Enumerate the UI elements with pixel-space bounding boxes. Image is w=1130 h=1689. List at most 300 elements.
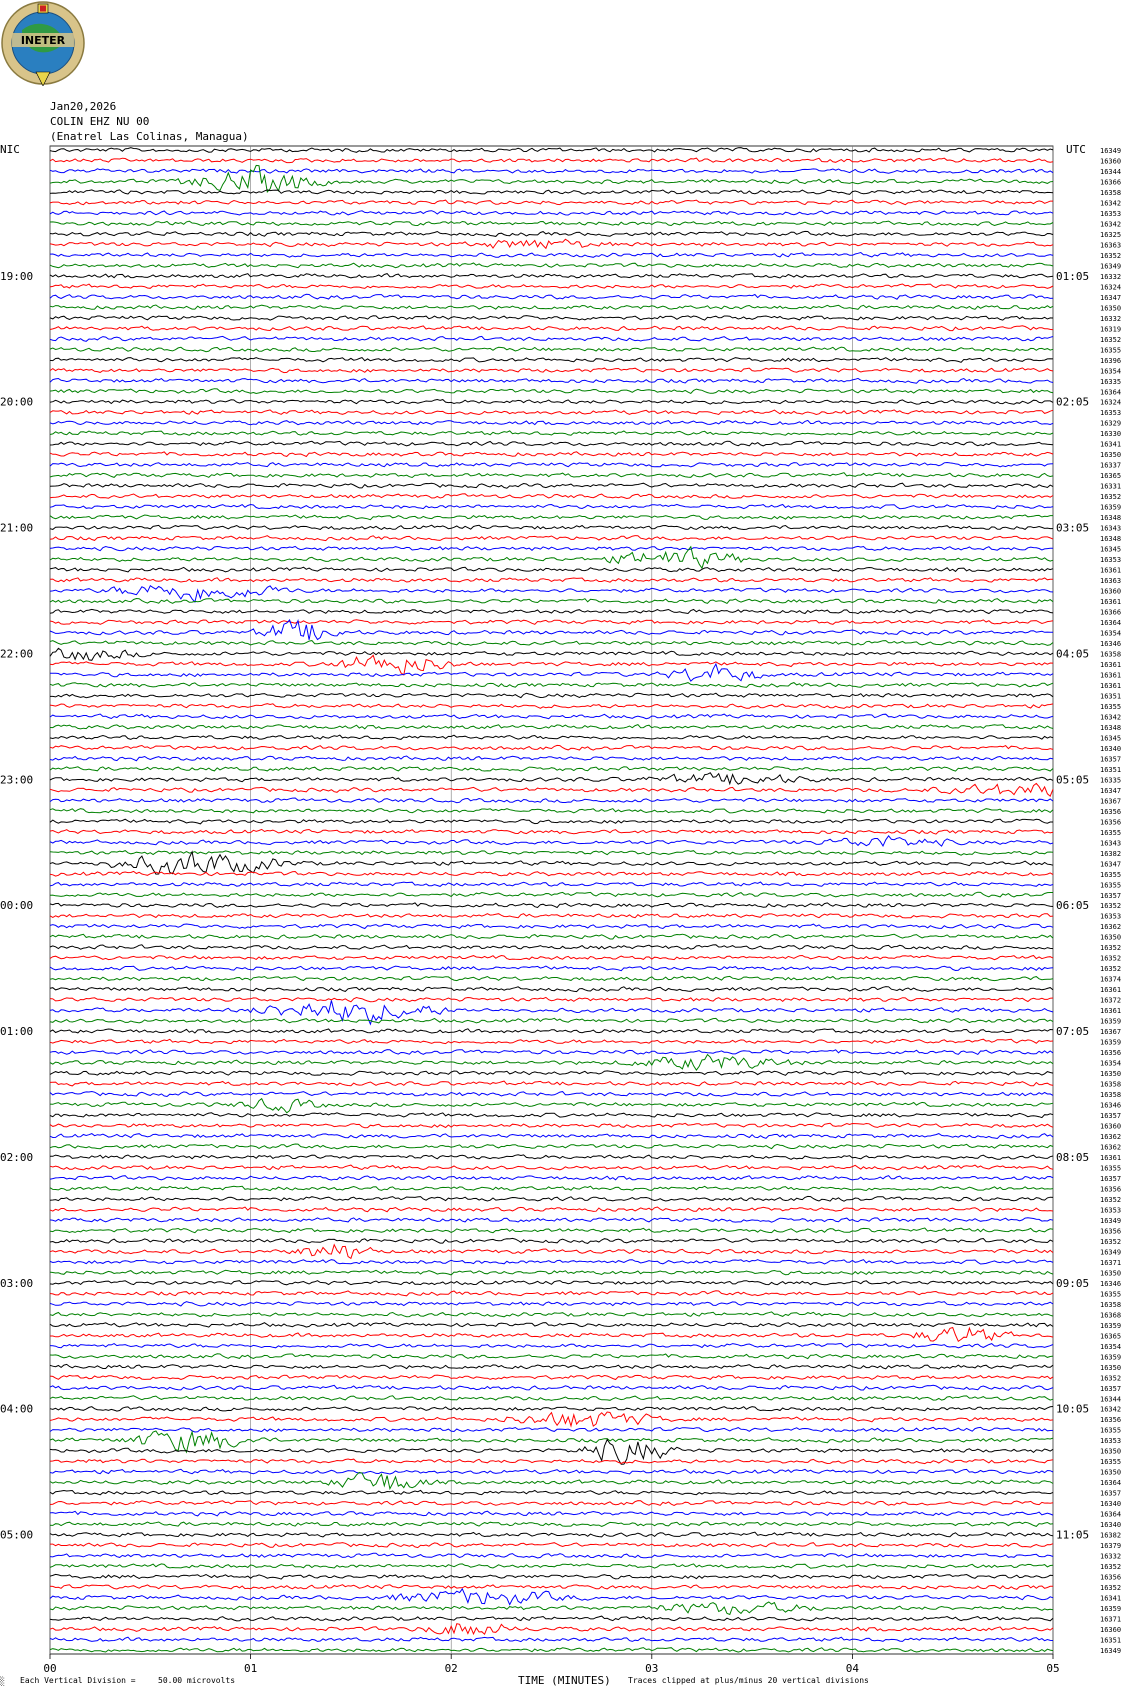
trace-value-label: 16359 [1100,1605,1122,1614]
trace-value-label: 16355 [1100,1290,1122,1299]
left-hour-label: 02:00 [0,1150,34,1164]
seismic-trace [50,547,1053,569]
trace-value-label: 16352 [1100,902,1122,911]
seismic-trace [50,683,1053,688]
left-hour-label: 03:00 [0,1276,34,1290]
trace-value-label: 16342 [1100,199,1122,208]
seismic-trace [50,368,1053,373]
x-axis-label: TIME (MINUTES) [518,1674,611,1687]
seismic-trace [50,1469,1053,1474]
seismic-trace [50,798,1053,803]
trace-value-label: 16361 [1100,1007,1122,1016]
seismic-trace [50,892,1053,897]
seismic-trace [50,494,1053,499]
seismic-trace [50,169,1053,173]
seismic-trace [50,347,1053,352]
trace-value-label: 16347 [1100,786,1122,795]
seismic-trace [50,851,1053,856]
trace-value-label: 16355 [1100,881,1122,890]
seismic-trace [50,1624,1053,1635]
seismic-trace [50,1585,1053,1590]
seismic-trace [50,431,1053,435]
x-tick-label: 00 [43,1662,57,1675]
seismic-trace [50,871,1053,876]
trace-value-label: 16356 [1100,1185,1122,1194]
trace-value-label: 16335 [1100,377,1122,386]
trace-value-label: 16360 [1100,587,1122,596]
seismic-trace [50,1343,1053,1348]
seismic-trace [50,829,1053,834]
seismic-trace [50,1459,1053,1464]
trace-value-label: 16342 [1100,713,1122,722]
seismic-trace [50,1055,1053,1071]
right-hour-label: 05:05 [1056,773,1090,787]
seismic-trace [50,1407,1053,1412]
trace-value-label: 16351 [1100,1636,1122,1645]
seismic-trace [50,773,1053,784]
seismic-trace [50,190,1053,194]
seismic-trace [50,1637,1053,1641]
seismic-trace [50,284,1053,288]
seismic-trace [50,536,1053,541]
trace-value-label: 16349 [1100,262,1122,271]
trace-value-label: 16361 [1100,671,1122,680]
seismic-trace [50,945,1053,950]
seismic-trace [50,1281,1053,1285]
seismic-trace [50,578,1053,582]
left-hour-label: 05:00 [0,1528,34,1542]
trace-value-label: 16356 [1100,1227,1122,1236]
seismic-trace [50,1099,1053,1113]
trace-value-label: 16346 [1100,1101,1122,1110]
seismic-trace [50,1385,1053,1390]
trace-value-label: 16337 [1100,461,1122,470]
trace-value-label: 16361 [1100,681,1122,690]
trace-value-label: 16355 [1100,1426,1122,1435]
trace-value-label: 16364 [1100,388,1122,397]
seismic-trace [50,882,1053,886]
trace-value-label: 16350 [1100,933,1122,942]
right-hour-label: 06:05 [1056,899,1090,913]
trace-value-label: 16348 [1100,514,1122,523]
seismic-trace [50,305,1053,309]
seismic-trace [50,1312,1053,1317]
trace-value-label: 16360 [1100,1122,1122,1131]
trace-value-label: 16362 [1100,1143,1122,1152]
trace-value-label: 16352 [1100,493,1122,502]
trace-value-label: 16363 [1100,577,1122,586]
seismic-trace [50,316,1053,321]
x-tick-label: 03 [645,1662,659,1675]
seismic-trace [50,852,1053,874]
trace-value-label: 16350 [1100,1447,1122,1456]
seismic-trace [50,586,1053,602]
trace-value-label: 16349 [1100,1647,1122,1655]
trace-value-label: 16350 [1100,1070,1122,1079]
seismic-trace [50,378,1053,383]
seismic-trace [50,441,1053,446]
trace-value-label: 16349 [1100,1248,1122,1257]
trace-value-label: 16356 [1100,1049,1122,1058]
seismic-trace [50,239,1053,248]
footer-scale-text: Each Vertical Division = [20,1676,136,1685]
trace-value-label: 16343 [1100,839,1122,848]
trace-value-label: 16396 [1100,356,1122,365]
trace-value-label: 16366 [1100,178,1122,187]
trace-value-label: 16361 [1100,1153,1122,1162]
seismic-trace [50,1123,1053,1128]
seismic-trace [50,294,1053,299]
seismic-trace [50,783,1053,796]
trace-value-label: 16325 [1100,230,1122,239]
trace-value-label: 16341 [1100,440,1122,449]
x-tick-label: 01 [243,1662,258,1675]
trace-value-label: 16348 [1100,535,1122,544]
x-tick-label: 05 [1046,1662,1060,1675]
seismic-trace [50,1081,1053,1086]
seismic-trace [50,1144,1053,1149]
seismic-trace [50,1574,1053,1579]
trace-value-label: 16346 [1100,1279,1122,1288]
left-axis-title: NIC [0,143,20,156]
trace-value-label: 16367 [1100,797,1122,806]
seismic-trace [50,704,1053,709]
trace-value-label: 16348 [1100,723,1122,732]
trace-value-label: 16332 [1100,272,1122,281]
trace-value-label: 16382 [1100,849,1122,858]
trace-value-label: 16356 [1100,1573,1122,1582]
seismic-trace [50,1018,1053,1023]
seismic-trace [50,1328,1053,1342]
trace-value-label: 16358 [1100,650,1122,659]
seismic-trace [50,525,1053,529]
seismic-trace [50,1616,1053,1621]
trace-value-label: 16358 [1100,188,1122,197]
trace-value-label: 16359 [1100,1038,1122,1047]
trace-value-label: 16354 [1100,367,1122,376]
seismic-trace [50,735,1053,739]
trace-value-label: 16358 [1100,1300,1122,1309]
seismic-trace [50,1501,1053,1506]
footer-scale-value: 50.00 microvolts [158,1676,236,1685]
left-hour-label: 04:00 [0,1402,34,1416]
seismic-trace [50,200,1053,205]
seismic-trace [50,987,1053,992]
trace-value-label: 16364 [1100,1510,1122,1519]
trace-value-label: 16350 [1100,1468,1122,1477]
trace-value-label: 16349 [1100,147,1122,155]
trace-value-label: 16352 [1100,335,1122,344]
trace-value-label: 16342 [1100,220,1122,229]
station-location: (Enatrel Las Colinas, Managua) [50,130,249,143]
trace-value-label: 16345 [1100,545,1122,554]
trace-value-label: 16365 [1100,1332,1122,1341]
seismic-trace [50,1532,1053,1537]
right-hour-label: 10:05 [1056,1402,1090,1416]
trace-value-label: 16349 [1100,1216,1122,1225]
seismic-trace [50,966,1053,971]
seismic-trace [50,1543,1053,1548]
trace-value-label: 16366 [1100,608,1122,617]
trace-value-label: 16354 [1100,629,1122,638]
seismic-trace [50,1155,1053,1160]
seismic-trace [50,809,1053,813]
trace-value-label: 16357 [1100,891,1122,900]
trace-value-label: 16344 [1100,1395,1122,1404]
seismic-trace [50,1228,1053,1233]
seismic-trace [50,1648,1053,1653]
seismic-trace [50,725,1053,729]
right-hour-label: 07:05 [1056,1025,1090,1039]
trace-value-label: 16368 [1100,1311,1122,1320]
seismic-trace [50,924,1053,929]
seismic-trace [50,253,1053,258]
seismic-trace [50,655,1053,675]
seismic-trace [50,1001,1053,1025]
seismic-trace [50,714,1053,719]
trace-value-label: 16358 [1100,1091,1122,1100]
trace-value-label: 16355 [1100,828,1122,837]
trace-value-label: 16359 [1100,1353,1122,1362]
trace-value-label: 16341 [1100,1594,1122,1603]
seismic-trace [50,274,1053,278]
trace-value-label: 16352 [1100,954,1122,963]
trace-value-label: 16352 [1100,1374,1122,1383]
seismic-trace [50,1412,1053,1426]
seismic-trace [50,1375,1053,1380]
left-hour-label: 01:00 [0,1025,34,1039]
seismic-trace [50,609,1053,613]
trace-value-label: 16355 [1100,1458,1122,1467]
seismic-trace [50,1323,1053,1328]
trace-value-label: 16344 [1100,167,1122,176]
trace-value-label: 16364 [1100,619,1122,628]
trace-value-label: 16332 [1100,1552,1122,1561]
trace-value-label: 16355 [1100,346,1122,355]
seismic-trace [50,934,1053,939]
trace-value-label: 16371 [1100,1615,1122,1624]
seismic-trace [50,1207,1053,1212]
trace-value-label: 16350 [1100,304,1122,313]
right-hour-label: 02:05 [1056,395,1090,409]
trace-value-label: 16353 [1100,209,1122,218]
seismic-trace [50,1050,1053,1055]
trace-value-label: 16352 [1100,965,1122,974]
trace-value-label: 16364 [1100,1479,1122,1488]
trace-value-label: 16379 [1100,1542,1122,1551]
footer-clip-note: Traces clipped at plus/minus 20 vertical divisions [628,1676,869,1685]
trace-value-label: 16382 [1100,1531,1122,1540]
seismic-trace [50,745,1053,750]
trace-value-label: 16361 [1100,986,1122,995]
seismic-trace [50,504,1053,508]
trace-value-label: 16353 [1100,912,1122,921]
seismic-trace [50,1270,1053,1275]
trace-value-label: 16354 [1100,1059,1122,1068]
left-hour-label: 22:00 [0,647,34,661]
trace-value-label: 16358 [1100,1080,1122,1089]
seismic-trace [50,836,1053,846]
seismic-trace [50,231,1053,236]
seismic-trace [50,546,1053,550]
trace-value-label: 16372 [1100,996,1122,1005]
seismic-trace [50,1553,1053,1558]
trace-value-label: 16363 [1100,241,1122,250]
trace-value-label: 16360 [1100,1626,1122,1635]
trace-value-label: 16345 [1100,734,1122,743]
left-hour-label: 20:00 [0,395,34,409]
seismic-trace [50,1472,1053,1488]
trace-value-label: 16356 [1100,1416,1122,1425]
trace-value-label: 16354 [1100,1342,1122,1351]
trace-value-label: 16353 [1100,1437,1122,1446]
left-hour-label: 21:00 [0,521,34,535]
trace-value-label: 16355 [1100,870,1122,879]
seismic-trace [50,1218,1053,1223]
seismic-trace [50,389,1053,394]
seismic-trace [50,1522,1053,1527]
trace-value-label: 16324 [1100,283,1122,292]
seismic-trace [50,1260,1053,1264]
trace-value-label: 16329 [1100,419,1122,428]
seismic-trace [50,648,1053,660]
trace-value-label: 16342 [1100,1405,1122,1414]
seismic-trace [50,221,1053,225]
right-hour-label: 01:05 [1056,269,1090,283]
seismic-trace [50,664,1053,681]
seismic-trace [50,567,1053,572]
x-tick-label: 02 [444,1662,458,1675]
right-hour-label: 11:05 [1056,1528,1090,1542]
left-hour-label: 00:00 [0,899,34,913]
seismic-trace [50,756,1053,761]
seismic-trace [50,483,1053,488]
seismic-trace [50,263,1053,268]
trace-value-label: 16361 [1100,566,1122,575]
trace-value-label: 16350 [1100,451,1122,460]
trace-value-label: 16347 [1100,293,1122,302]
seismic-trace [50,1134,1053,1139]
trace-value-label: 16355 [1100,1164,1122,1173]
trace-value-label: 16374 [1100,975,1122,984]
seismic-trace [50,1291,1053,1296]
seismic-trace [50,1511,1053,1516]
seismic-trace [50,1196,1053,1201]
seismic-trace [50,358,1053,363]
seismic-trace [50,914,1053,918]
trace-value-label: 16357 [1100,1112,1122,1121]
seismic-trace [50,956,1053,960]
trace-value-label: 16343 [1100,524,1122,533]
trace-value-label: 16359 [1100,503,1122,512]
seismic-trace [50,1302,1053,1306]
seismic-trace [50,1029,1053,1033]
seismic-trace [50,1354,1053,1359]
trace-value-label: 16340 [1100,1500,1122,1509]
seismic-trace [50,819,1053,824]
seismic-trace [50,1186,1053,1190]
seismic-trace [50,211,1053,215]
trace-value-label: 16367 [1100,1028,1122,1037]
trace-value-label: 16330 [1100,430,1122,439]
seismic-trace [50,165,1053,192]
trace-value-label: 16362 [1100,923,1122,932]
trace-value-label: 16352 [1100,1195,1122,1204]
seismic-trace [50,420,1053,424]
trace-value-label: 16350 [1100,1363,1122,1372]
seismic-trace [50,997,1053,1001]
seismic-trace [50,463,1053,467]
trace-value-label: 16332 [1100,314,1122,323]
left-hour-label: 23:00 [0,773,34,787]
x-tick-label: 04 [845,1662,860,1675]
trace-value-label: 16365 [1100,472,1122,481]
seismic-trace [50,158,1053,163]
right-hour-label: 08:05 [1056,1150,1090,1164]
trace-value-label: 16356 [1100,807,1122,816]
seismic-trace [50,1602,1053,1615]
trace-value-label: 16361 [1100,598,1122,607]
trace-value-label: 16319 [1100,325,1122,334]
right-hour-label: 04:05 [1056,647,1090,661]
trace-value-label: 16351 [1100,765,1122,774]
trace-value-label: 16359 [1100,1017,1122,1026]
seismic-trace [50,1589,1053,1605]
seismic-trace [50,1431,1053,1452]
seismic-trace [50,1238,1053,1243]
station-code: COLIN EHZ NU 00 [50,115,150,128]
seismic-trace [50,148,1053,153]
seismic-trace [50,1364,1053,1369]
right-axis-title: UTC [1066,143,1086,156]
trace-value-label: 16340 [1100,744,1122,753]
seismic-trace [50,400,1053,405]
left-hour-label: 19:00 [0,269,34,283]
seismic-trace [50,1092,1053,1097]
seismic-trace [50,515,1053,520]
trace-value-label: 16353 [1100,556,1122,565]
seismic-trace [50,1396,1053,1401]
seismic-trace [50,976,1053,980]
trace-value-label: 16350 [1100,1269,1122,1278]
right-hour-label: 09:05 [1056,1276,1090,1290]
trace-value-label: 16324 [1100,398,1122,407]
trace-value-label: 16356 [1100,818,1122,827]
right-hour-label: 03:05 [1056,521,1090,535]
trace-value-label: 16360 [1100,157,1122,166]
trace-value-label: 16331 [1100,482,1122,491]
seismic-trace [50,1039,1053,1043]
seismic-trace [50,1176,1053,1180]
seismic-trace [50,1165,1053,1170]
trace-value-label: 16346 [1100,640,1122,649]
corner-mark: ░ [0,1677,5,1686]
seismic-trace [50,1564,1053,1568]
seismic-trace [50,693,1053,698]
trace-value-label: 16347 [1100,860,1122,869]
logo-text: INETER [20,34,66,47]
trace-value-label: 16357 [1100,755,1122,764]
seismic-trace [50,473,1053,478]
seismic-trace [50,452,1053,457]
seismic-trace [50,1490,1053,1494]
seismic-trace [50,1113,1053,1118]
trace-value-label: 16371 [1100,1258,1122,1267]
seismic-trace [50,620,1053,625]
trace-value-label: 16352 [1100,1584,1122,1593]
trace-value-label: 16340 [1100,1521,1122,1530]
seismic-trace [50,641,1053,646]
